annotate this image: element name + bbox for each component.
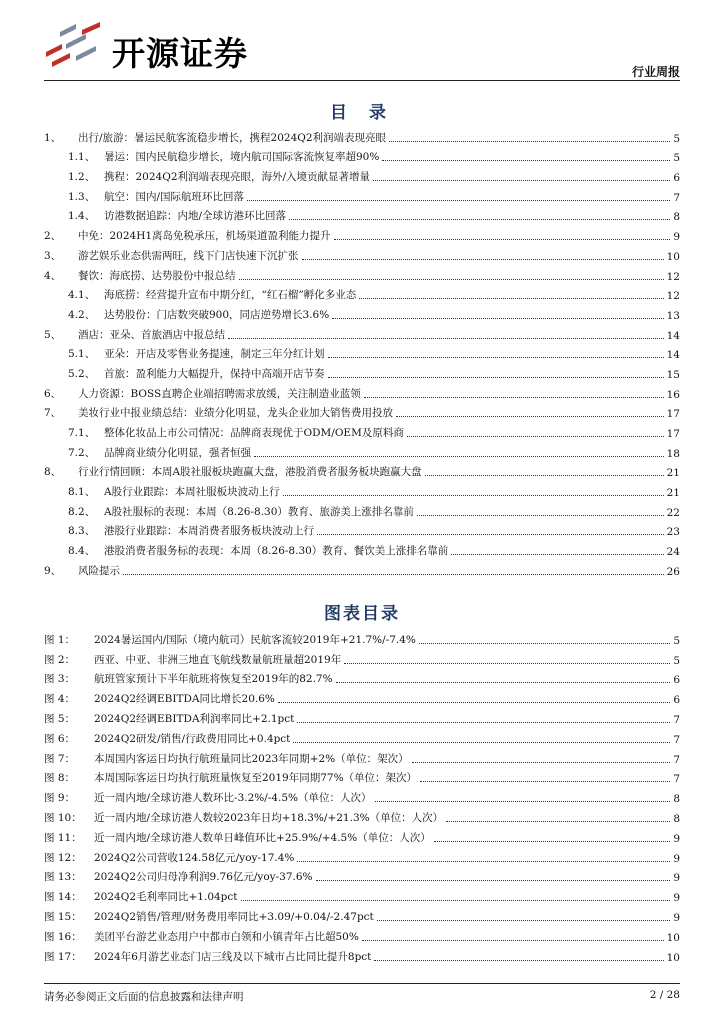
entry-number: 8.3、 <box>68 525 96 538</box>
leader-dots <box>344 663 670 664</box>
entry-title: 访港数据追踪：内地/全球访港环比回落 <box>104 210 287 223</box>
figure-entry[interactable] <box>44 667 680 687</box>
entry-number: 5.1、 <box>68 348 96 361</box>
leader-dots <box>328 377 664 378</box>
figure-entry[interactable] <box>44 706 680 726</box>
entry-number: 1.3、 <box>68 190 96 203</box>
toc-entry[interactable] <box>44 519 680 539</box>
entry-page: 10 <box>666 931 680 944</box>
leader-dots <box>396 416 664 417</box>
entry-title: 酒店：亚朵、首旅酒店中报总结 <box>78 328 225 341</box>
figure-entry[interactable] <box>44 726 680 746</box>
entry-page: 7 <box>673 713 680 726</box>
entry-title: 行业行情回顾：本周A股社服板块跑赢大盘，港股消费者服务板块跑赢大盘 <box>78 466 422 479</box>
entry-title: 2024Q2经调EBITDA同比增长20.6% <box>94 693 275 706</box>
entry-page: 8 <box>673 211 680 224</box>
entry-page: 21 <box>666 487 680 500</box>
entry-title: 2024Q2经调EBITDA利润率同比+2.1pct <box>94 712 295 725</box>
entry-page: 5 <box>673 634 680 647</box>
entry-title: 本周国际客运日均执行航班量恢复至2019年同期77%（单位：架次） <box>94 772 418 785</box>
entry-title: A股行业跟踪：本周社服板块波动上行 <box>104 486 280 499</box>
entry-page: 16 <box>666 388 680 401</box>
entry-page: 10 <box>666 250 680 263</box>
entry-page: 7 <box>673 773 680 786</box>
entry-number: 1.4、 <box>68 210 96 223</box>
entry-title: 亚朵：开店及零售业务提速，制定三年分红计划 <box>104 348 325 361</box>
figure-entry[interactable] <box>44 845 680 865</box>
entry-page: 18 <box>666 447 680 460</box>
leader-dots <box>389 141 670 142</box>
entry-title: 中免：2024H1离岛免税承压，机场渠道盈利能力提升 <box>78 230 331 243</box>
toc-entry[interactable] <box>44 558 680 578</box>
toc-entry[interactable] <box>44 283 680 303</box>
toc-entry[interactable] <box>44 538 680 558</box>
toc-entry[interactable] <box>44 440 680 460</box>
entry-title: 近一周内地/全球访港人数较2023年日均+18.3%/+21.3%（单位：人次） <box>94 811 444 824</box>
company-name: 开源证券 <box>112 34 248 73</box>
leader-dots <box>239 279 664 280</box>
entry-number: 图 8： <box>44 772 76 785</box>
entry-page: 23 <box>666 526 680 539</box>
entry-title: 2024Q2公司归母净利润9.76亿元/yoy-37.6% <box>94 871 313 884</box>
entry-page: 9 <box>673 911 680 924</box>
toc-entry[interactable] <box>44 460 680 480</box>
entry-number: 图 5： <box>44 712 76 725</box>
entry-title: 2024暑运国内/国际（境内航司）民航客流较2019年+21.7%/-7.4% <box>94 633 416 646</box>
entry-number: 图 4： <box>44 693 76 706</box>
entry-page: 5 <box>673 152 680 165</box>
toc-entry[interactable] <box>44 322 680 342</box>
leader-dots <box>328 357 664 358</box>
company-logo <box>42 22 282 72</box>
entry-title: 风险提示 <box>78 564 120 577</box>
entry-number: 4.2、 <box>68 308 96 321</box>
entry-title: 美团平台游艺业态用户中都市白领和小镇青年占比超50% <box>94 930 359 943</box>
figures-list <box>44 627 680 964</box>
entry-number: 图 6： <box>44 732 76 745</box>
entry-page: 9 <box>673 892 680 905</box>
figure-entry[interactable] <box>44 746 680 766</box>
figure-entry[interactable] <box>44 884 680 904</box>
figure-entry[interactable] <box>44 805 680 825</box>
entry-title: 2024Q2研发/销售/行政费用同比+0.4pct <box>94 732 291 745</box>
leader-dots <box>283 495 664 496</box>
toc-entry[interactable] <box>44 342 680 362</box>
leader-dots <box>336 682 671 683</box>
entry-page: 12 <box>666 270 680 283</box>
entry-page: 9 <box>673 852 680 865</box>
figure-entry[interactable] <box>44 924 680 944</box>
entry-page: 6 <box>673 694 680 707</box>
entry-title: 2024Q2毛利率同比+1.04pct <box>94 891 238 904</box>
entry-number: 图 11： <box>44 831 82 844</box>
figure-entry[interactable] <box>44 944 680 964</box>
leader-dots <box>407 436 664 437</box>
entry-number: 8.1、 <box>68 486 96 499</box>
entry-page: 14 <box>666 349 680 362</box>
leader-dots <box>374 960 663 961</box>
entry-title: 本周国内客运日均执行航班量同比2023年同期+2%（单位：架次） <box>94 752 409 765</box>
footer-divider <box>44 983 680 984</box>
entry-page: 17 <box>666 408 680 421</box>
entry-title: 达势股份：门店数突破900，同店逆势增长3.6% <box>104 308 330 321</box>
entry-number: 图 13： <box>44 871 82 884</box>
figures-title: 图表目录 <box>324 604 400 624</box>
footer-disclaimer: 请务必参阅正文后面的信息披露和法律声明 <box>44 991 244 1003</box>
entry-number: 2、 <box>44 230 62 243</box>
entry-page: 9 <box>673 832 680 845</box>
entry-title: 品牌商业绩分化明显，强者恒强 <box>104 446 251 459</box>
entry-number: 5、 <box>44 328 62 341</box>
toc-entry[interactable] <box>44 302 680 322</box>
entry-page: 6 <box>673 172 680 185</box>
entry-title: 港股消费者服务标的表现：本周（8.26-8.30）教育、餐饮美上涨排名靠前 <box>104 545 449 558</box>
entry-number: 图 7： <box>44 752 76 765</box>
figure-entry[interactable] <box>44 766 680 786</box>
leader-dots <box>364 397 664 398</box>
leader-dots <box>332 318 663 319</box>
entry-page: 21 <box>666 467 680 480</box>
entry-page: 12 <box>666 290 680 303</box>
entry-page: 10 <box>666 951 680 964</box>
figure-entry[interactable] <box>44 785 680 805</box>
leader-dots <box>228 338 664 339</box>
entry-title: 携程：2024Q2利润端表现亮眼，海外/入境贡献显著增量 <box>104 171 371 184</box>
entry-page: 8 <box>673 793 680 806</box>
entry-title: 2024Q2销售/管理/财务费用率同比+3.09/+0.04/-2.47pct <box>94 910 374 923</box>
entry-title: 2024Q2公司营收124.58亿元/yoy-17.4% <box>94 851 295 864</box>
toc-entry[interactable] <box>44 204 680 224</box>
entry-title: 航班管家预计下半年航班将恢复至2019年的82.7% <box>94 673 333 686</box>
toc-entry[interactable] <box>44 420 680 440</box>
entry-number: 图 3： <box>44 673 76 686</box>
leader-dots <box>420 781 670 782</box>
entry-title: 游艺娱乐业态供需两旺，线下门店快速下沉扩张 <box>78 249 299 262</box>
toc-entry[interactable] <box>44 223 680 243</box>
leader-dots <box>412 762 671 763</box>
entry-title: 暑运：国内民航稳步增长，境内航司国际客流恢复率超90% <box>104 151 380 164</box>
toc-entry[interactable] <box>44 499 680 519</box>
toc-entry[interactable] <box>44 243 680 263</box>
entry-title: 海底捞：经营提升宣布中期分红，“红石榴”孵化多业态 <box>104 289 357 302</box>
entry-number: 图 9： <box>44 792 76 805</box>
entry-number: 图 12： <box>44 851 82 864</box>
entry-number: 图 14： <box>44 891 82 904</box>
leader-dots <box>377 920 671 921</box>
entry-page: 6 <box>673 674 680 687</box>
entry-title: 出行/旅游：暑运民航客流稳步增长，携程2024Q2利润端表现亮眼 <box>78 131 387 144</box>
entry-number: 8、 <box>44 466 62 479</box>
entry-page: 24 <box>666 546 680 559</box>
leader-dots <box>434 841 671 842</box>
toc-title: 目 录 <box>330 103 394 123</box>
leader-dots <box>241 900 671 901</box>
entry-page: 9 <box>673 872 680 885</box>
entry-number: 1.1、 <box>68 151 96 164</box>
entry-number: 图 2： <box>44 653 76 666</box>
leader-dots <box>425 475 664 476</box>
leader-dots <box>254 456 664 457</box>
entry-number: 7、 <box>44 407 62 420</box>
entry-title: A股社服标的表现：本周（8.26-8.30）教育、旅游美上涨排名靠前 <box>104 505 414 518</box>
toc-entry[interactable] <box>44 479 680 499</box>
entry-title: 近一周内地/全球访港人数单日峰值环比+25.9%/+4.5%（单位：人次） <box>94 831 431 844</box>
entry-page: 14 <box>666 329 680 342</box>
entry-number: 8.4、 <box>68 545 96 558</box>
leader-dots <box>373 180 670 181</box>
entry-number: 图 15： <box>44 910 82 923</box>
header-divider <box>44 80 680 81</box>
toc-entry[interactable] <box>44 125 680 145</box>
figure-entry[interactable] <box>44 686 680 706</box>
entry-number: 7.2、 <box>68 446 96 459</box>
entry-page: 7 <box>673 191 680 204</box>
entry-number: 9、 <box>44 564 62 577</box>
entry-title: 近一周内地/全球访港人数环比-3.2%/-4.5%（单位：人次） <box>94 792 372 805</box>
leader-dots <box>123 574 664 575</box>
entry-title: 人力资源：BOSS直聘企业端招聘需求放缓，关注制造业蓝领 <box>78 387 361 400</box>
toc-entry[interactable] <box>44 401 680 421</box>
leader-dots <box>247 200 670 201</box>
entry-number: 1、 <box>44 131 62 144</box>
entry-page: 7 <box>673 753 680 766</box>
leader-dots <box>334 239 671 240</box>
entry-title: 航空：国内/国际航班环比回落 <box>104 190 245 203</box>
leader-dots <box>375 801 671 802</box>
entry-number: 6、 <box>44 387 62 400</box>
leader-dots <box>297 722 670 723</box>
entry-page: 15 <box>666 368 680 381</box>
entry-number: 图 1： <box>44 633 76 646</box>
table-of-contents <box>44 125 680 578</box>
entry-number: 4.1、 <box>68 289 96 302</box>
entry-page: 9 <box>673 231 680 244</box>
leader-dots <box>316 880 671 881</box>
report-type-label: 行业周报 <box>631 65 680 79</box>
entry-title: 港股行业跟踪：本周消费者服务板块波动上行 <box>104 525 314 538</box>
entry-title: 2024年6月游艺业态门店三线及以下城市占比同比提升8pct <box>94 950 372 963</box>
leader-dots <box>359 298 663 299</box>
entry-page: 26 <box>666 565 680 578</box>
leader-dots <box>297 861 670 862</box>
toc-entry[interactable] <box>44 184 680 204</box>
figure-entry[interactable] <box>44 865 680 885</box>
toc-entry[interactable] <box>44 145 680 165</box>
leader-dots <box>446 821 670 822</box>
entry-number: 8.2、 <box>68 505 96 518</box>
leader-dots <box>293 742 670 743</box>
leader-dots <box>419 643 670 644</box>
entry-page: 5 <box>673 132 680 145</box>
kaiyuan-logo-icon <box>42 22 106 70</box>
leader-dots <box>451 554 663 555</box>
figure-entry[interactable] <box>44 825 680 845</box>
entry-number: 图 17： <box>44 950 82 963</box>
entry-page: 13 <box>666 309 680 322</box>
entry-page: 8 <box>673 812 680 825</box>
figure-entry[interactable] <box>44 904 680 924</box>
leader-dots <box>317 534 664 535</box>
entry-number: 1.2、 <box>68 171 96 184</box>
entry-number: 图 10： <box>44 811 82 824</box>
entry-number: 5.2、 <box>68 367 96 380</box>
entry-page: 5 <box>673 654 680 667</box>
toc-entry[interactable] <box>44 361 680 381</box>
toc-entry[interactable] <box>44 263 680 283</box>
leader-dots <box>362 940 664 941</box>
entry-number: 4、 <box>44 269 62 282</box>
page-number: 2 / 28 <box>649 989 680 1001</box>
entry-page: 22 <box>666 506 680 519</box>
entry-number: 图 16： <box>44 930 82 943</box>
figure-entry[interactable] <box>44 627 680 647</box>
leader-dots <box>278 702 670 703</box>
leader-dots <box>382 160 670 161</box>
entry-number: 3、 <box>44 249 62 262</box>
entry-title: 美妆行业中报业绩总结：业绩分化明显，龙头企业加大销售费用投放 <box>78 407 393 420</box>
entry-number: 7.1、 <box>68 427 96 439</box>
toc-entry[interactable] <box>44 381 680 401</box>
entry-page: 17 <box>666 428 680 440</box>
entry-title: 西亚、中亚、非洲三地直飞航线数量航班量超2019年 <box>94 653 342 666</box>
leader-dots <box>302 259 664 260</box>
entry-title: 餐饮：海底捞、达势股份中报总结 <box>78 269 236 282</box>
toc-entry[interactable] <box>44 164 680 184</box>
figure-entry[interactable] <box>44 647 680 667</box>
leader-dots <box>417 515 664 516</box>
entry-title: 首旅：盈利能力大幅提升，保持中高端开店节奏 <box>104 367 325 380</box>
leader-dots <box>289 219 670 220</box>
entry-title: 整体化妆品上市公司情况：品牌商表现优于ODM/OEM及原料商 <box>104 427 404 439</box>
entry-page: 7 <box>673 733 680 746</box>
